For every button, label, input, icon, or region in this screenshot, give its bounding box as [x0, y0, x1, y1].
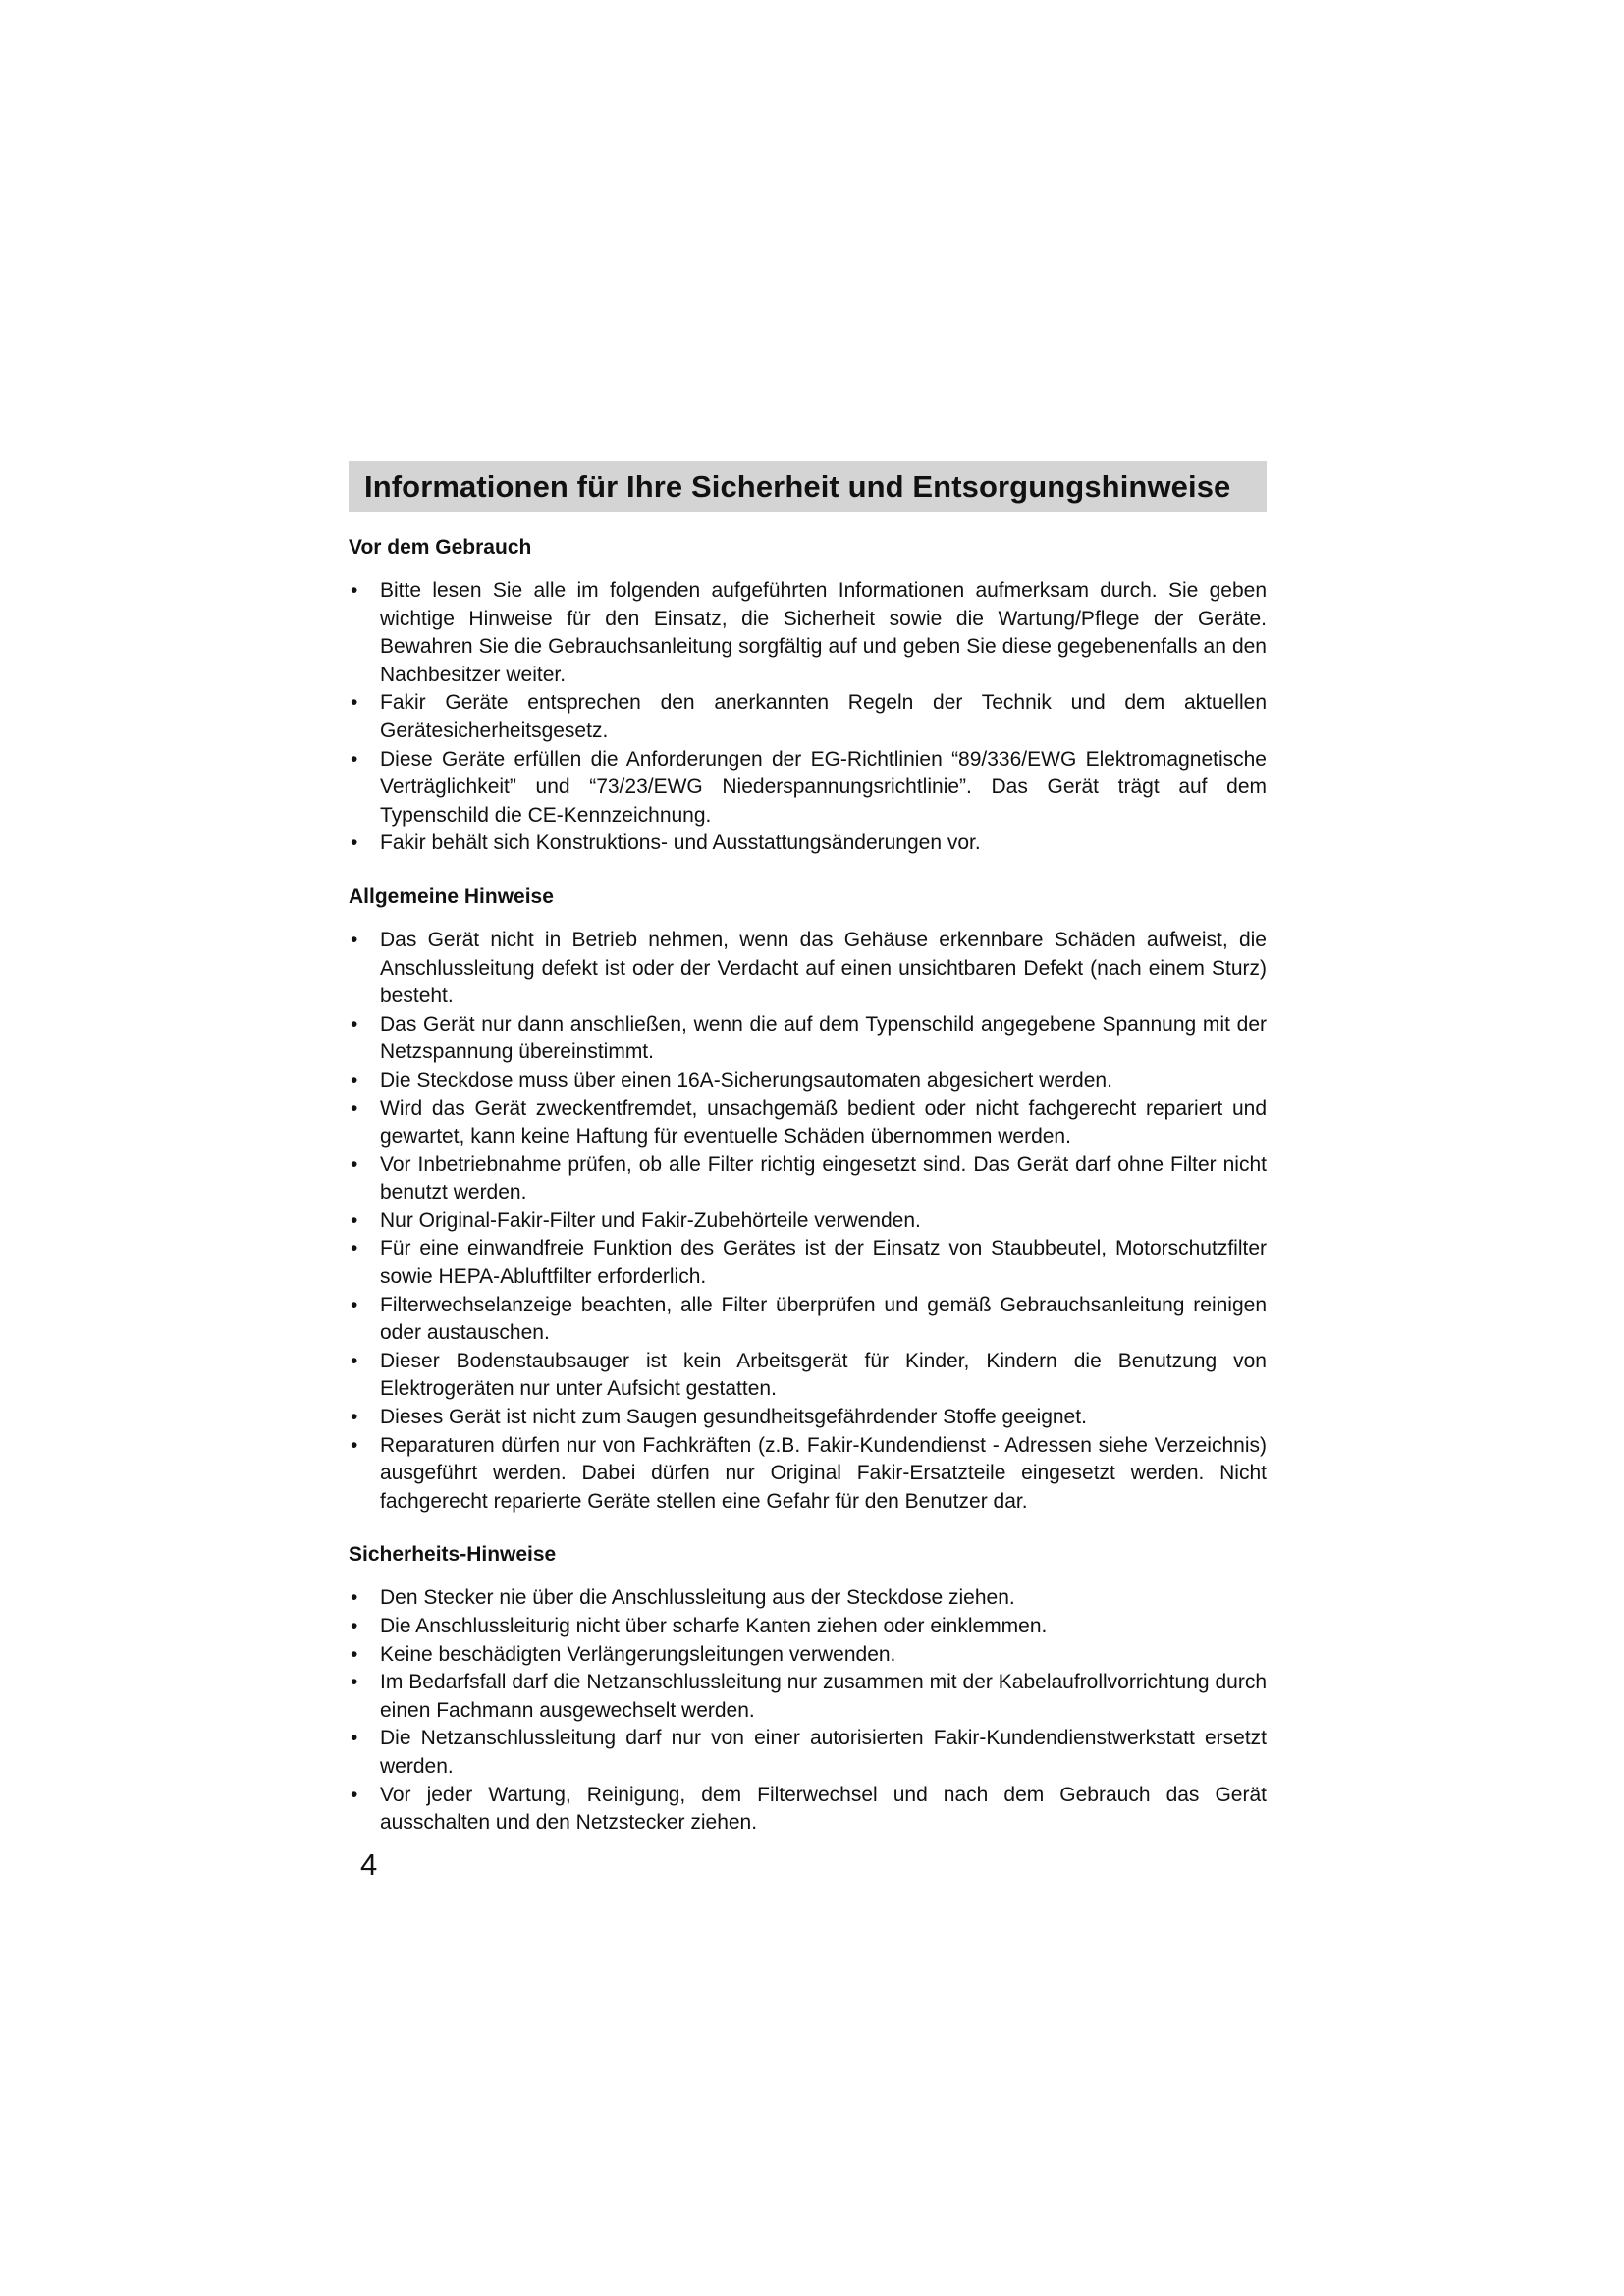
bullet-icon: •: [351, 1433, 358, 1457]
bullet-icon: •: [351, 1615, 358, 1637]
section-heading: Allgemeine Hinweise: [349, 884, 554, 908]
list-item: [349, 1641, 1267, 1670]
page-title: Informationen für Ihre Sicherheit und Entsorgungshinweise: [364, 469, 1231, 504]
list-item: [349, 1613, 1267, 1641]
list-item: [349, 689, 1267, 745]
bullet-icon: •: [351, 1671, 358, 1694]
bullet-icon: •: [351, 691, 358, 715]
bullet-icon: •: [351, 1068, 358, 1092]
bullet-icon: •: [351, 747, 358, 771]
list-item-text: Die Steckdose muss über einen 16A-Sicherungsautomaten abgesichert werden.: [380, 1068, 1112, 1092]
list-item-text: Für eine einwandfreie Funktion des Gerätes ist der Einsatz von Staubbeutel, Motorschutzfilter sowie HEPA-Abluftfilter erforderlich.: [380, 1237, 1267, 1289]
list-item-text: Keine beschädigten Verlängerungsleitungen verwenden.: [380, 1642, 896, 1666]
list-item-text: Bitte lesen Sie alle im folgenden aufgeführten Informationen aufmerksam durch. Sie geben wichtige Hinweise für den Einsatz, die Sicherheit sowie die Wartung/Pflege der Geräte. Bewahren Sie die Gebrauchsanleitung sorgfältig auf und geben Sie diese gegebenenfalls an den Nachbesitzer weiter.: [380, 579, 1267, 686]
list-item: [349, 1095, 1267, 1151]
list-item-text: Filterwechselanzeige beachten, alle Filter überprüfen und gemäß Gebrauchsanleitung reinigen oder austauschen.: [380, 1293, 1267, 1345]
bullet-icon: •: [351, 928, 358, 951]
list-item: [349, 1067, 1267, 1095]
bullet-icon: •: [351, 1152, 358, 1176]
section-heading: Vor dem Gebrauch: [349, 536, 532, 559]
list-item-text: Wird das Gerät zweckentfremdet, unsachgemäß bedient oder nicht fachgerecht repariert und gewartet, kann keine Haftung für eventuelle Schäden übernommen werden.: [380, 1096, 1267, 1148]
list-item: [349, 1235, 1267, 1291]
list-item-text: Das Gerät nur dann anschließen, wenn die auf dem Typenschild angegebene Spannung mit der Netzspannung übereinstimmt.: [380, 1012, 1267, 1064]
list-item-text: Die Netzanschlussleitung darf nur von einer autorisierten Fakir-Kundendienstwerkstatt ersetzt werden.: [380, 1727, 1267, 1778]
page-number: 4: [360, 1847, 378, 1882]
bullet-icon: •: [351, 579, 358, 602]
bullet-icon: •: [351, 1012, 358, 1036]
list-item-text: Diese Geräte erfüllen die Anforderungen der EG-Richtlinien “89/336/EWG Elektromagnetische Verträglichkeit” und “73/23/EWG Niederspannungsrichtlinie”. Das Gerät trägt auf dem Typenschild die CE-Kennzeichnung.: [380, 747, 1267, 827]
list-item-text: Reparaturen dürfen nur von Fachkräften (z.B. Fakir-Kundendienst - Adressen siehe Verzeichnis) ausgeführt werden. Dabei dürfen nur Original Fakir-Ersatzteile eingesetzt werden. Nicht fachgerecht reparierte Geräte stellen eine Gefahr für den Benutzer dar.: [380, 1433, 1267, 1513]
bullet-list: [349, 577, 1267, 858]
bullet-icon: •: [351, 1349, 358, 1372]
bullet-icon: •: [351, 1208, 358, 1232]
list-item-text: Die Anschlussleiturig nicht über scharfe Kanten ziehen oder einklemmen.: [380, 1615, 1048, 1637]
bullet-icon: •: [351, 1293, 358, 1316]
bullet-icon: •: [351, 1237, 358, 1260]
list-item-text: Vor Inbetriebnahme prüfen, ob alle Filter richtig eingesetzt sind. Das Gerät darf ohne Filter nicht benutzt werden.: [380, 1152, 1267, 1204]
section-allgemeine-hinweise: [349, 885, 1267, 1516]
list-item-text: Fakir Geräte entsprechen den anerkannten Regeln der Technik und dem aktuellen Gerätesicherheitsgesetz.: [380, 691, 1267, 742]
list-item: [349, 1584, 1267, 1613]
list-item: [349, 1669, 1267, 1725]
bullet-icon: •: [351, 831, 358, 855]
list-item-text: Vor jeder Wartung, Reinigung, dem Filterwechsel und nach dem Gebrauch das Gerät ausschalten und den Netzstecker ziehen.: [380, 1783, 1267, 1835]
list-item-text: Den Stecker nie über die Anschlussleitung aus der Steckdose ziehen.: [380, 1586, 1015, 1610]
list-item: [349, 1348, 1267, 1404]
section-vor-dem-gebrauch: [349, 536, 1267, 858]
list-item: [349, 1404, 1267, 1432]
bullet-icon: •: [351, 1586, 358, 1610]
bullet-icon: •: [351, 1406, 358, 1429]
list-item-text: Nur Original-Fakir-Filter und Fakir-Zubehörteile verwenden.: [380, 1208, 921, 1232]
list-item: [349, 829, 1267, 858]
bullet-list: [349, 1584, 1267, 1837]
bullet-icon: •: [351, 1727, 358, 1750]
title-bar: [349, 461, 1267, 512]
list-item: [349, 1011, 1267, 1067]
list-item: [349, 1782, 1267, 1838]
section-sicherheits-hinweise: [349, 1543, 1267, 1837]
list-item: [349, 1432, 1267, 1517]
list-item: [349, 1725, 1267, 1781]
list-item: [349, 746, 1267, 830]
list-item: [349, 927, 1267, 1011]
bullet-icon: •: [351, 1096, 358, 1120]
list-item-text: Das Gerät nicht in Betrieb nehmen, wenn das Gehäuse erkennbare Schäden aufweist, die Anschlussleitung defekt ist oder der Verdacht auf einen unsichtbaren Defekt (nach einem Sturz) besteht.: [380, 928, 1267, 1008]
list-item: [349, 1151, 1267, 1207]
list-item: [349, 1292, 1267, 1348]
list-item: [349, 577, 1267, 689]
bullet-list: [349, 927, 1267, 1516]
section-heading: Sicherheits-Hinweise: [349, 1543, 557, 1567]
list-item-text: Fakir behält sich Konstruktions- und Ausstattungsänderungen vor.: [380, 831, 981, 855]
list-item-text: Dieser Bodenstaubsauger ist kein Arbeitsgerät für Kinder, Kindern die Benutzung von Elektrogeräten nur unter Aufsicht gestatten.: [380, 1349, 1267, 1401]
page-content: [349, 461, 1267, 1838]
list-item-text: Dieses Gerät ist nicht zum Saugen gesundheitsgefährdender Stoffe geeignet.: [380, 1406, 1087, 1429]
list-item-text: Im Bedarfsfall darf die Netzanschlussleitung nur zusammen mit der Kabelaufrollvorrichtung durch einen Fachmann ausgewechselt werden.: [380, 1671, 1267, 1722]
bullet-icon: •: [351, 1642, 358, 1666]
bullet-icon: •: [351, 1783, 358, 1806]
list-item: [349, 1207, 1267, 1236]
